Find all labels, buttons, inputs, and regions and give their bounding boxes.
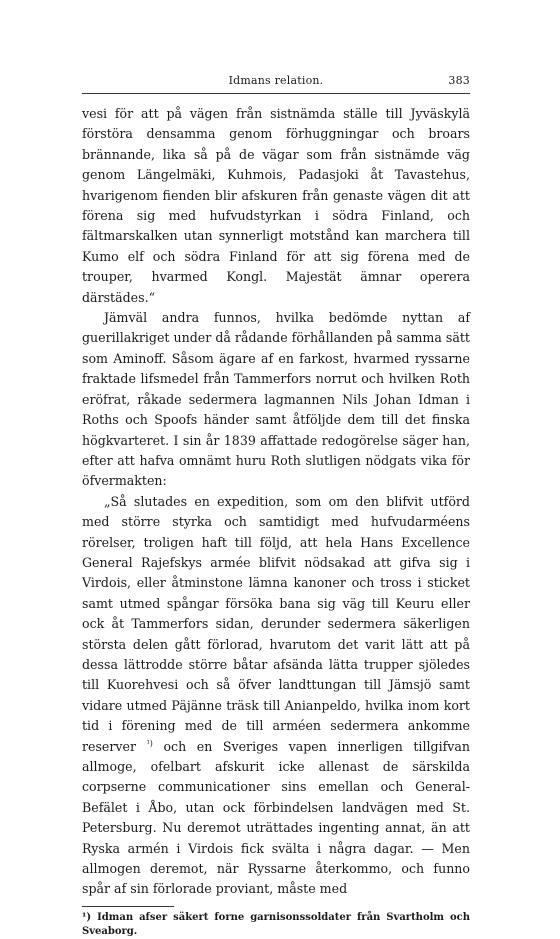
paragraph-quote xyxy=(82,492,470,900)
book-page xyxy=(82,74,470,939)
footnote-text: Idman afser säkert forne garnisonssoldater från Svartholm och Sveaborg. xyxy=(82,911,471,937)
paragraph: vesi för att på vägen från sistnämda ställe till Jyväskylä förstöra densamma genom förhuggningar och broars brännande, lika så på de vägar som från sistnämde väg genom Längelmäki, Kuhmois, Padasjoki åt Tavastehus, hvarigenom fienden blir afskuren från genaste vägen dit att förena sig med hufvudstyrkan i södra Finland, och fältmarskalken utan synnerligt motstånd kan marchera till Kumo elf och södra Finland för att sig förena med de trouper, hvarmed Kongl. Majestät ämnar operera därstädes.“ xyxy=(82,106,470,305)
page-number: 383 xyxy=(448,74,470,87)
body-text xyxy=(82,104,470,900)
quote-text-continued: och en Sveriges vapen innerligen tillgifvan allmoge, ofelbart afskurit icke allenast de särskilda corpserne communicationer sins emellan och General-Befälet i Åbo, utan ock förbindelsen landvägen med St. Petersburg. Nu deremot uträttades ingenting annat, än att Ryska armén i Virdois fick svälta i några dagar. — Men allmogen deremot, när Ryssarne återkommo, och funno spår af sin förlorade proviant, måste med xyxy=(82,738,471,897)
footnote xyxy=(82,911,470,939)
footnote-rule xyxy=(82,906,174,907)
running-head xyxy=(82,74,470,90)
header-rule xyxy=(82,93,470,94)
quote-text: „Så slutades en expedition, som om den blifvit utförd med större styrka och samtidigt med hufvudarméens rörelser, troligen haft till följd, att hela Hans Excellence General Rajefskys armée blifvit nödsakad att gifva sig i Virdois, eller åtminstone lämna kanoner och tross i sticket samt utmed spångar försöka bana sig väg till Keuru eller ock åt Tammerfors sidan, derunder sedermera säkerligen största delen gått förlorad, hvarutom det varit lätt att på dessa lättrodde större båtar afsända lätta trupper sjöledes till Kuorehvesi och så öfver landttungan till Jämsjö samt vidare utmed Päjänne träsk till Anianpeldo, hvilka inom kort tid i förening med de till arméen sedermera ankomme reserver xyxy=(82,493,470,754)
paragraph: Jämväl andra funnos, hvilka bedömde nyttan af guerillakriget under då rådande förhållanden på samma sätt som Aminoff. Såsom ägare af en farkost, hvarmed ryssarne fraktade lifsmedel från Tammerfors norrut och hvilken Roth eröfrat, råkade sedermera lagmannen Nils Johan Idman i Roths och Spoofs händer samt åtföljde dem till det finska högkvarteret. I sin år 1839 affattade redogörelse säger han, efter att hafva omnämt huru Roth slutligen nödgats vika för öfvermakten: xyxy=(82,310,470,489)
footnote-marker: ¹) xyxy=(82,911,92,923)
footnote-reference: ¹) xyxy=(146,738,153,748)
running-title: Idmans relation. xyxy=(228,74,324,87)
